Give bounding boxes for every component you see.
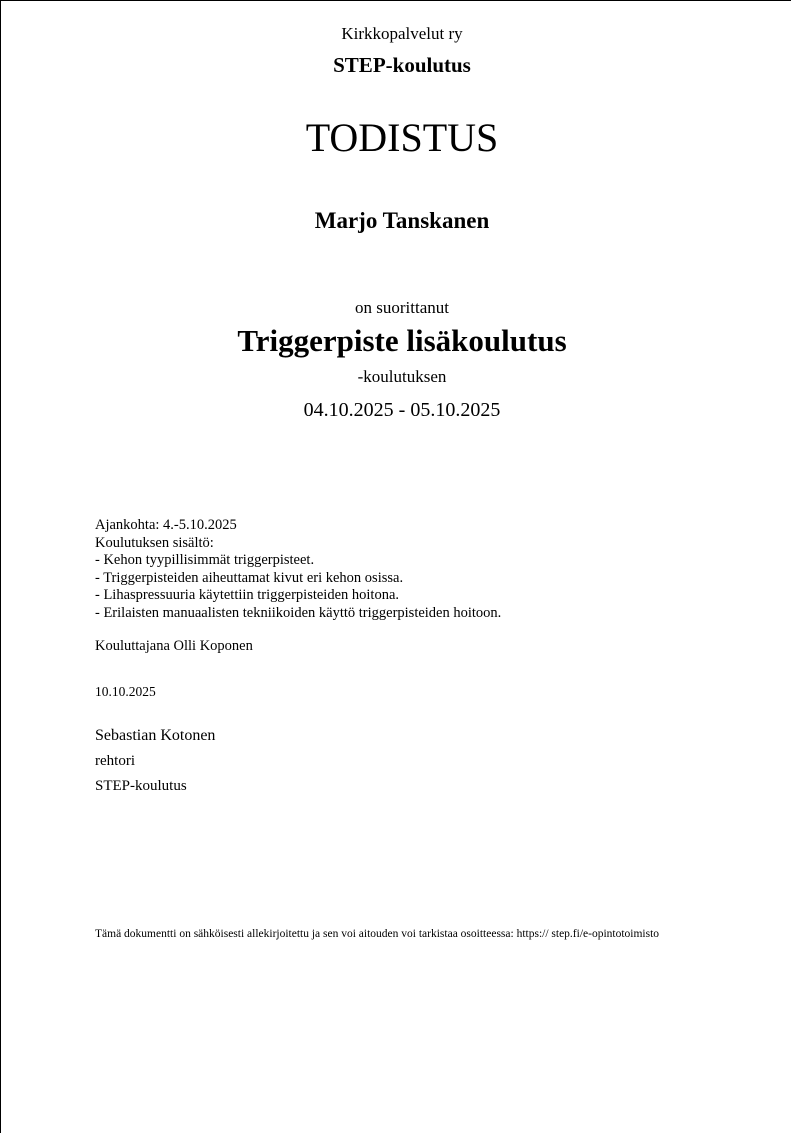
course-suffix: -koulutuksen [357, 367, 447, 386]
details-line-content-item: - Erilaisten manuaalisten tekniikoiden käyttö triggerpisteiden hoitoon. [95, 604, 502, 621]
document-title: TODISTUS [305, 115, 499, 160]
issue-date: 10.10.2025 [95, 684, 156, 699]
completed-text: on suorittanut [355, 298, 449, 317]
course-details [95, 517, 501, 622]
verification-footer: Tämä dokumentti on sähköisesti allekirjoitettu ja sen voi aitouden voi tarkistaa osoitteessa: https:// step.fi/e-opintotoimisto [95, 928, 660, 940]
recipient-name: Marjo Tanskanen [314, 208, 490, 233]
course-date-range: 04.10.2025 - 05.10.2025 [303, 399, 501, 421]
details-line-content-item: - Kehon tyypillisimmät triggerpisteet. [95, 552, 315, 568]
organization-name: Kirkkopalvelut ry [341, 24, 463, 43]
details-line-content-heading: Koulutuksen sisältö: [95, 534, 214, 551]
signer-organization: STEP-koulutus [95, 778, 187, 794]
details-line-content-item: - Lihaspressuuria käytettiin triggerpisteiden hoitona. [95, 587, 400, 603]
signer-title: rehtori [95, 753, 135, 769]
program-name: STEP-koulutus [333, 53, 471, 77]
course-name: Triggerpiste lisäkoulutus [237, 323, 567, 358]
signer-name: Sebastian Kotonen [95, 727, 216, 744]
trainer-text: Kouluttajana Olli Koponen [95, 638, 253, 654]
details-line-schedule: Ajankohta: 4.-5.10.2025 [95, 517, 237, 533]
details-line-content-item: - Triggerpisteiden aiheuttamat kivut eri kehon osissa. [95, 569, 404, 586]
